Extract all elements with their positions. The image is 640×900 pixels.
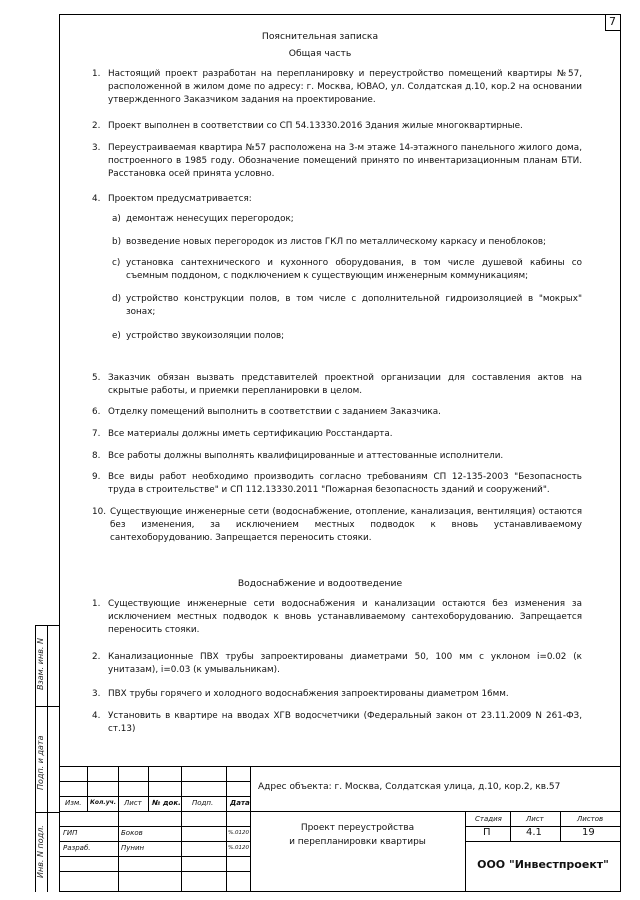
side-label-inv: Инв. N подл. bbox=[36, 825, 45, 878]
stamp-header-izm: Изм. bbox=[65, 799, 82, 807]
stamp-sheets-value: 19 bbox=[582, 827, 595, 838]
stamp-project-title-2: и перепланировки квартиры bbox=[289, 837, 426, 847]
stamp-row-line bbox=[59, 856, 250, 857]
stamp-header-podp: Подп. bbox=[192, 799, 214, 807]
stamp-sheets-label: Листов bbox=[577, 815, 604, 823]
stamp-name-razrab: Пунин bbox=[121, 844, 145, 852]
list-item: 8. Все работы должны выполнять квалифицированные и аттестованные исполнители. bbox=[92, 451, 504, 461]
sub-list-item: c) установка сантехнического и кухонного оборудования, в том числе душевой кабины со съемным поддоном, с подключением к существующим инженерным коммуникациям; bbox=[112, 258, 582, 281]
stamp-right-col1 bbox=[510, 811, 511, 841]
stamp-header-list: Лист bbox=[124, 799, 142, 807]
stamp-right-vert bbox=[465, 811, 466, 892]
frame-left bbox=[59, 14, 60, 892]
stamp-date-razrab: %.0120 bbox=[228, 845, 249, 851]
stamp-right-col2 bbox=[560, 811, 561, 841]
frame-top bbox=[59, 14, 621, 15]
section-heading-general: Общая часть bbox=[288, 48, 352, 59]
list-item: 1. Настоящий проект разработан на перепланировку и переустройство помещений квартиры №57, расположенной в жилом доме по адресу: г. Москва, ЮВАО, ул. Солдатская д.10, кор.2 на основании утвержденного Заказчиком задания на проектирование. bbox=[92, 69, 582, 105]
list-item: 1. Существующие инженерные сети водоснабжения и канализации остаются без изменения за исключением местных подводок к вновь устанавливаемому сантехоборудованию. Запрещается переносить стояки. bbox=[92, 599, 582, 635]
stamp-name-gip: Боков bbox=[121, 829, 143, 837]
page-box-left bbox=[605, 14, 606, 30]
stamp-header-doc: № док. bbox=[152, 799, 181, 807]
stamp-col-line bbox=[226, 766, 227, 892]
stamp-date-gip: %.0120 bbox=[228, 830, 249, 836]
list-item: 2. Канализационные ПВХ трубы запроектированы диаметрами 50, 100 мм с уклоном i=0.02 (к унитазам), i=0.03 (к умывальникам). bbox=[92, 652, 582, 675]
stamp-address: Адрес объекта: г. Москва, Солдатская улица, д.10, кор.2, кв.57 bbox=[258, 782, 561, 792]
stamp-stage-label: Стадия bbox=[475, 815, 502, 823]
list-item: 10. Существующие инженерные сети (водоснабжение, отопление, канализация, вентиляция) остаются без изменения, за исключением местных подводок к вновь устанавливаемому сантехоборудованию. Запрещается переносить стояки. bbox=[92, 507, 582, 543]
stamp-row-line bbox=[59, 826, 250, 827]
stamp-col-line bbox=[87, 766, 88, 811]
list-item: 6. Отделку помещений выполнить в соответствии с заданием Заказчика. bbox=[92, 407, 441, 417]
stamp-row-line bbox=[59, 871, 250, 872]
list-item: 5. Заказчик обязан вызвать представителей проектной организации для составления актов на скрытые работы, и приемки перепланировки в целом. bbox=[92, 373, 582, 396]
side-strip-top bbox=[35, 625, 60, 626]
side-strip-sep1 bbox=[35, 706, 60, 707]
list-item: 4. Установить в квартире на вводах ХГВ водосчетчики (Федеральный закон от 23.11.2009 N 261-ФЗ, ст.13) bbox=[92, 711, 582, 734]
stamp-role-gip: ГИП bbox=[63, 829, 78, 837]
sub-list-item: b) возведение новых перегородок из листов ГКЛ по металлическому каркасу и пеноблоков; bbox=[112, 237, 547, 247]
stamp-stage-value: П bbox=[483, 827, 491, 838]
stamp-col-line bbox=[148, 766, 149, 811]
stamp-right-row2 bbox=[465, 841, 621, 842]
list-item: 9. Все виды работ необходимо производить согласно требованиям СП 12-135-2003 "Безопасность труда в строительстве" и СП 112.13330.2011 "Пожарная безопасность зданий и сооружений". bbox=[92, 472, 582, 495]
list-item: 3. ПВХ трубы горячего и холодного водоснабжения запроектированы диаметром 16мм. bbox=[92, 689, 509, 699]
sub-list-item: e) устройство звукоизоляции полов; bbox=[112, 331, 285, 341]
stamp-col-line bbox=[181, 766, 182, 892]
page-number: 7 bbox=[609, 15, 616, 28]
side-label-vzam: Взам. инв. N bbox=[36, 638, 45, 690]
list-item: 7. Все материалы должны иметь сертификацию Росстандарта. bbox=[92, 429, 393, 439]
section-heading-water: Водоснабжение и водоотведение bbox=[237, 578, 403, 589]
stamp-project-title-1: Проект переустройства bbox=[300, 823, 415, 833]
stamp-sheet-value: 4.1 bbox=[526, 827, 542, 838]
stamp-sep-main bbox=[59, 811, 621, 812]
side-strip-divider bbox=[47, 625, 48, 892]
stamp-role-razrab: Разраб. bbox=[63, 844, 91, 852]
document-title: Пояснительная записка bbox=[261, 31, 379, 42]
stamp-row-line bbox=[59, 841, 250, 842]
list-item: 3. Переустраиваемая квартира №57 расположена на 3-м этаже 14-этажного панельного жилого дома, построенного в 1985 году. Обозначение помещений принято по инвентаризационным планам БТИ. Расстановка осей принята условно. bbox=[92, 143, 582, 179]
stamp-header-kolch: Кол.уч. bbox=[90, 799, 117, 806]
stamp-sheet-label: Лист bbox=[526, 815, 544, 823]
stamp-header-data: Дата bbox=[230, 799, 250, 807]
sub-list-item: a) демонтаж ненесущих перегородок; bbox=[112, 214, 294, 224]
sub-list-item: d) устройство конструкции полов, в том числе с дополнительной гидроизоляцией в "мокрых" зонах; bbox=[112, 294, 582, 317]
frame-right bbox=[620, 14, 621, 892]
stamp-col-line bbox=[118, 766, 119, 892]
frame-bottom bbox=[59, 891, 621, 892]
side-strip-sep2 bbox=[35, 812, 60, 813]
stamp-company: ООО "Инвестпроект" bbox=[477, 858, 609, 871]
stamp-top bbox=[59, 766, 621, 767]
list-item: 2. Проект выполнен в соответствии со СП 54.13330.2016 Здания жилые многоквартирные. bbox=[92, 121, 523, 131]
list-item: 4. Проектом предусматривается: bbox=[92, 194, 252, 204]
side-label-podp: Подп. и дата bbox=[36, 735, 45, 790]
